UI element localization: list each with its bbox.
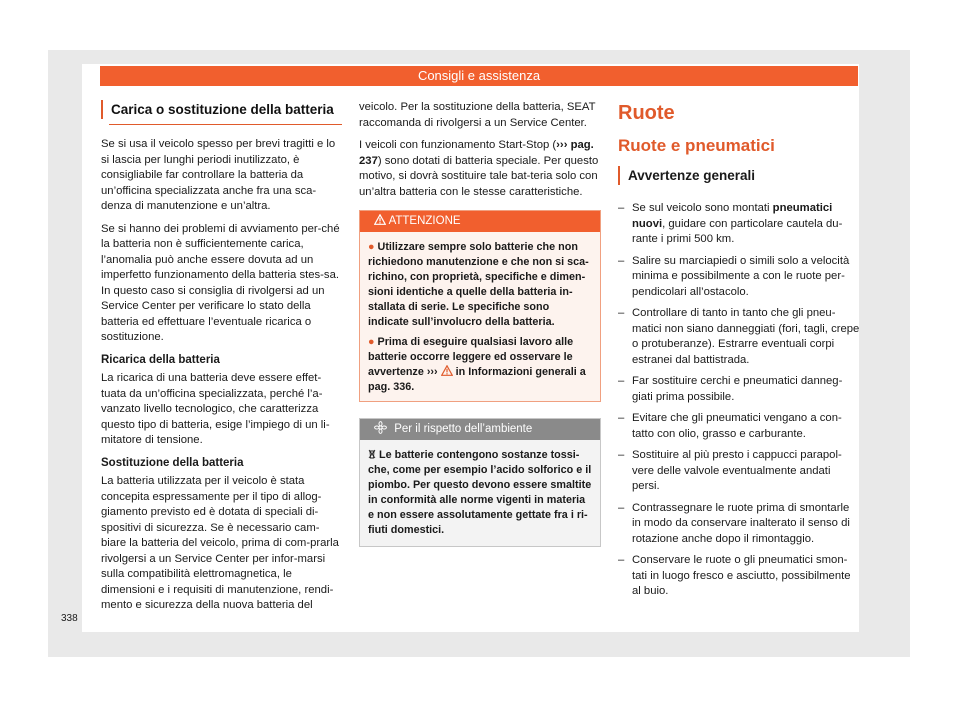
environment-body [360,440,600,546]
flower-icon [374,423,390,435]
list-item [618,201,860,248]
environment-text: Le batterie contengono sostanze tossi-che, come per esempio l’acido solforico e il piombo. Per questo devono essere smaltite in conformità alle norme vigenti in materia e non essere assolutamente gettate fra i ri-fiuti domestici. [368,449,592,536]
heading-avvertenze: Avvertenze generali [618,166,860,185]
environment-header [360,419,600,440]
paragraph: veicolo. Per la sostituzione della batteria, SEAT raccomanda di rivolgersi a un Service Center. [359,101,596,129]
list-item: – Salire su marciapiedi o simili solo a velocità minima e possibilmente a con le ruote per-pendicolari all’ostacolo. [618,254,860,301]
chapter-header: Consigli e assistenza [100,66,858,86]
bullet-icon: ● [368,336,375,348]
list-item: – Far sostituire cerchi e pneumatici danneg-giati prima possibile. [618,374,860,405]
warning-title: ATTENZIONE [388,215,461,227]
warning-triangle-icon [441,366,453,378]
warning-header [360,211,600,232]
heading-ruote: Ruote [618,102,675,124]
column-1 [101,100,342,621]
environment-box [359,418,601,547]
subheading-sostituzione: Sostituzione della batteria [101,456,244,469]
column-3 [618,100,860,606]
paragraph: La ricarica di una batteria deve essere effet-tuata da un’officina specializzata, perché l’a-vanzato livello tecnologico, che caratterizza questo tipo di batteria, esige l’impiego di un li-mitatore di tensione. [101,372,330,446]
column-2 [359,100,601,547]
warning-text: in Informazioni generali a pag. 336. [368,366,586,393]
subheading-ricarica: Ricarica della batteria [101,353,220,366]
warning-triangle-icon [374,215,389,227]
advice-list [618,201,860,600]
bullet-icon: ● [368,241,375,253]
paragraph: Se si hanno dei problemi di avviamento per-ché la batteria non è sufficientemente carica, l’anomalia può anche essere dovuta ad un imperfetto funzionamento della batteria stes-sa. In questo caso si consiglia di rivolgersi ad un Service Center per verificare lo stato della batteria ed effettuare l’eventuale ricarica o sostituzione. [101,222,340,343]
warning-item [368,335,592,395]
page-number: 338 [61,613,78,624]
text: ) sono dotati di batteria speciale. Per questo motivo, si dovrà sostituire tale bat-teria solo con un’altra batteria con le stesse caratteristiche. [359,154,599,198]
text: I veicoli con funzionamento Start-Stop ( [359,139,557,151]
warning-text: Prima di eseguire qualsiasi lavoro alle batterie occorre leggere ed osservare le avvertenze ››› [368,336,574,378]
warning-body [360,232,600,401]
list-item: – Evitare che gli pneumatici vengano a con-tatto con olio, grasso e carburante. [618,411,860,442]
text: , guidare con particolare cautela du-rante i primi 500 km. [632,217,843,245]
text: Se sul veicolo sono montati [632,202,773,214]
list-item: – Conservare le ruote o gli pneumatici smon-tati in luogo fresco e asciutto, possibilmente al buio. [618,553,860,600]
warning-item [368,240,592,330]
bin-icon [368,449,376,461]
environment-title: Per il rispetto dell’ambiente [394,423,533,435]
list-item: – Controllare di tanto in tanto che gli pneu-matici non siano danneggiati (fori, tagli, crepe o protuberanze). Estrarre eventuali corpi estranei dal battistrada. [618,306,860,368]
section-title-battery: Carica o sostituzione della batteria [101,100,342,119]
warning-box [359,210,601,402]
list-item: – Sostituire al più presto i cappucci parapol-vere delle valvole eventualmente andati persi. [618,448,860,495]
page-link[interactable]: ››› pag. 237 [359,139,594,167]
paragraph: La batteria utilizzata per il veicolo è stata concepita espressamente per il tipo di allog-giamento previsto ed è dotata di speciali di-spositivi di sicurezza. Se è necessario cam-biare la batteria del veicolo, prima di com-prarla rivolgersi a un Service Center per infor-marsi sulla compatibilità elettromagnetica, le dimensioni e i requisiti di manutenzione, rendi-mento e sicurezza della nuova batteria del [101,475,339,611]
warning-text: Utilizzare sempre solo batterie che non richiedono manutenzione e che non si sca-richino, con proprietà, specifiche e dimen-sioni identiche a quelle della batteria in-stallata di serie. Le specifiche sono indicate sull’involucro della batteria. [368,241,589,328]
paragraph: Se si usa il veicolo spesso per brevi tragitti e lo si lascia per lunghi periodi inutilizzato, è consigliabile far controllare la batteria da un’officina specializzata anche fra una sca-denza di manutenzione e un’altra. [101,138,336,212]
list-item: – Contrassegnare le ruote prima di smontarle in modo da conservare inalterato il senso di rotazione anche dopo il rimontaggio. [618,501,860,548]
heading-ruote-pneumatici: Ruote e pneumatici [618,136,775,155]
paragraph-start-stop [359,138,601,200]
text: pneumatici nuovi [632,202,833,230]
title-rule [109,124,342,125]
